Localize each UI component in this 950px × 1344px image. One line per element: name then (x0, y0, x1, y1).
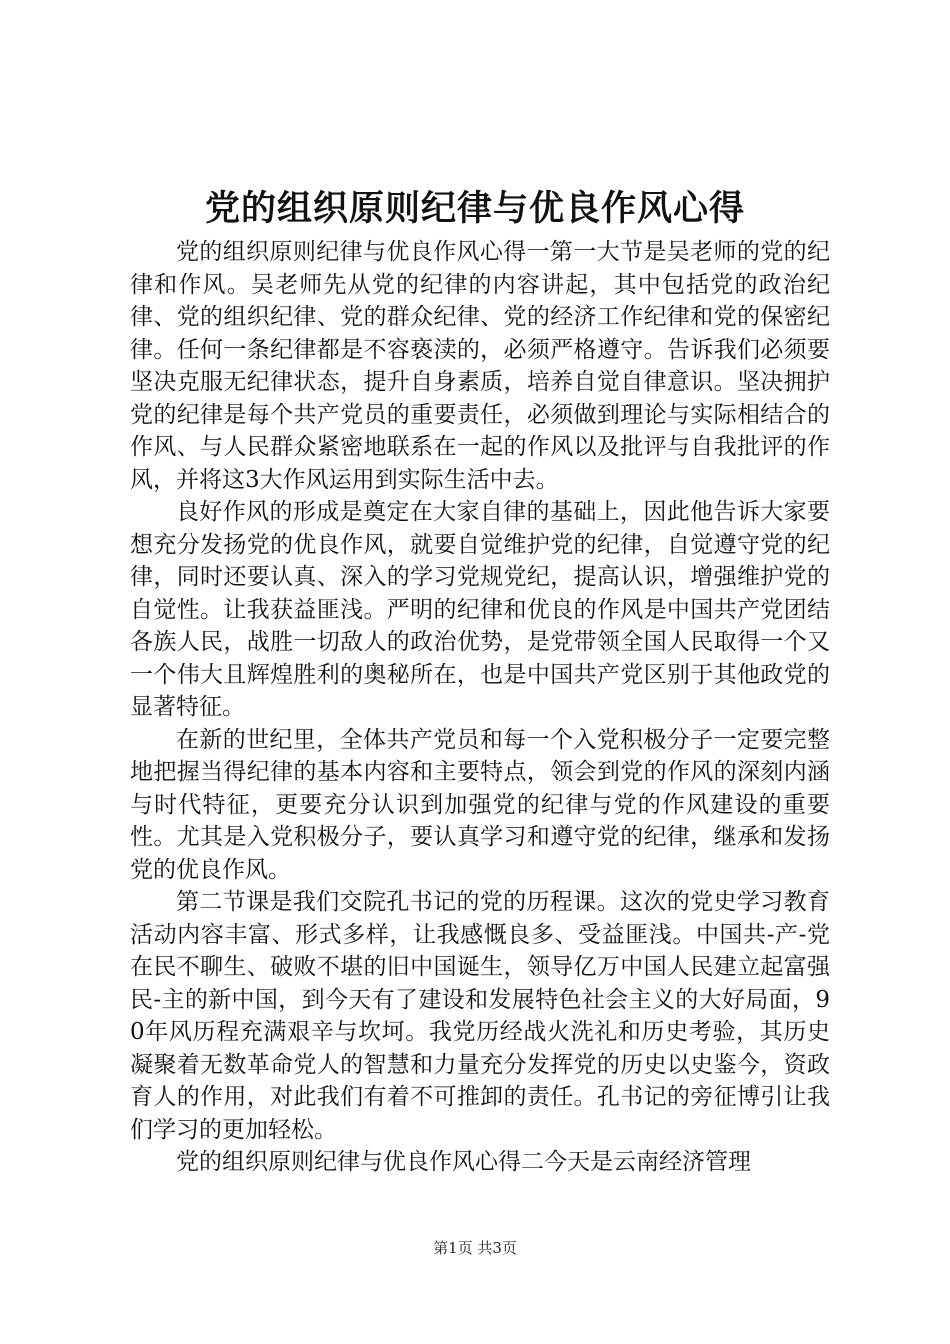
paragraph-5: 党的组织原则纪律与优良作风心得二今天是云南经济管理 (176, 1149, 751, 1175)
page-number-footer: 第1页 共3页 (433, 1239, 517, 1257)
paragraph-1: 党的组织原则纪律与优良作风心得一第一大节是吴老师的党的纪律和作风。吴老师先从党的纪律的内容讲起，其中包括党的政治纪律、党的组织纪律、党的群众纪律、党的经济工作纪律和党的保密纪律。任何一条纪律都是不容亵渎的，必须严格遵守。告诉我们必须要坚决克服无纪律状态，提升自身素质，培养自觉自律意识。坚决拥护党的纪律是每个共产党员的重要责任，必须做到理论与实际相结合的作风、与人民群众紧密地联系在一起的作风以及批评与自我批评的作风，并将这3大作风运用到实际生活中去。 (130, 239, 830, 493)
document-body (130, 236, 830, 1179)
paragraph-3: 在新的世纪里，全体共产党员和每一个入党积极分子一定要完整地把握当得纪律的基本内容和主要特点，领会到党的作风的深刻内涵与时代特征，更要充分认识到加强党的纪律与党的作风建设的重要性。尤其是入党积极分子，要认真学习和遵守党的纪律，继承和发扬党的优良作风。 (130, 726, 830, 883)
paragraph-4: 第二节课是我们交院孔书记的党的历程课。这次的党史学习教育活动内容丰富、形式多样，让我感慨良多、受益匪浅。中国共-产-党在民不聊生、破败不堪的旧中国诞生，领导亿万中国人民建立起富强民-主的新中国，到今天有了建设和发展特色社会主义的大好局面，90年风历程充满艰辛与坎坷。我党历经战火洗礼和历史考验，其历史凝聚着无数革命党人的智慧和力量充分发挥党的历史以史鉴今，资政育人的作用，对此我们有着不可推卸的责任。孔书记的旁征博引让我们学习的更加轻松。 (130, 889, 830, 1143)
paragraph-2: 良好作风的形成是奠定在大家自律的基础上，因此他告诉大家要想充分发扬党的优良作风，就要自觉维护党的纪律，自觉遵守党的纪律，同时还要认真、深入的学习党规党纪，提高认识，增强维护党的自觉性。让我获益匪浅。严明的纪律和优良的作风是中国共产党团结各族人民，战胜一切敌人的政治优势，是党带领全国人民取得一个又一个伟大且辉煌胜利的奥秘所在，也是中国共产党区别于其他政党的显著特征。 (130, 499, 830, 720)
document-title: 党的组织原则纪律与优良作风心得 (204, 189, 745, 229)
